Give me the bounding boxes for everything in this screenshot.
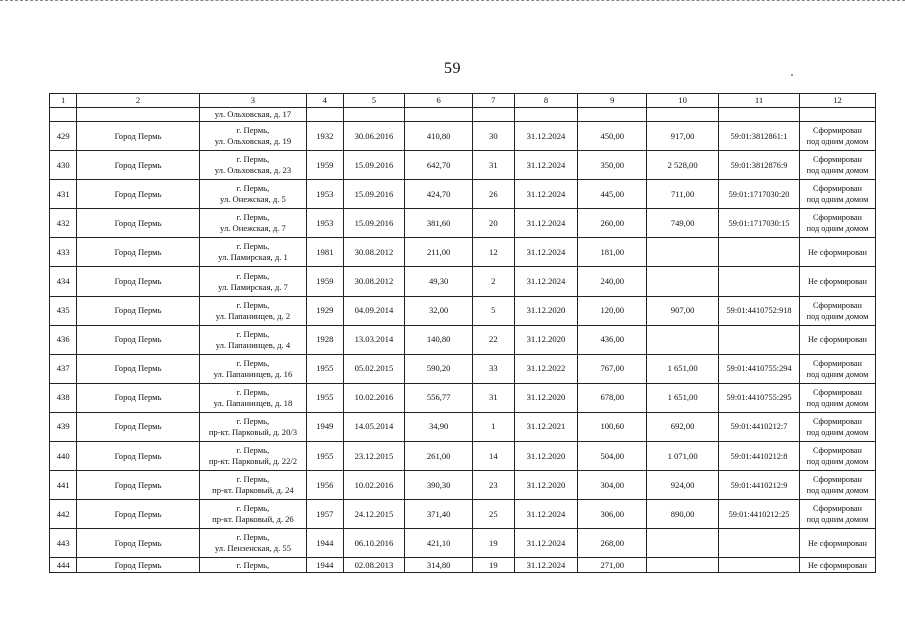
build-year: 1955	[307, 442, 343, 471]
municipality: Город Пермь	[77, 209, 199, 238]
residents-count: 30	[473, 122, 515, 151]
recognition-date: 13.03.2014	[343, 325, 405, 354]
land-plot-area: 1 071,00	[647, 442, 719, 471]
row-number: 430	[50, 151, 77, 180]
address-line-1: г. Пермь,	[236, 357, 270, 368]
address-line-1: г. Пермь,	[236, 559, 270, 570]
cadastral-number	[719, 325, 800, 354]
column-header: 10	[647, 94, 719, 108]
continuation-row	[50, 108, 876, 122]
row-number: 444	[50, 558, 77, 573]
build-year: 1944	[307, 558, 343, 573]
address-line-2: ул. Папанинцев, д. 16	[213, 368, 293, 379]
residents-count: 26	[473, 180, 515, 209]
row-number: 434	[50, 267, 77, 296]
table-row	[50, 209, 876, 238]
building-area: 381,60	[405, 209, 473, 238]
building-area: 390,30	[405, 471, 473, 500]
land-status-line-1: Сформирован	[813, 300, 862, 310]
living-area: 268,00	[578, 529, 647, 558]
land-status	[800, 558, 876, 573]
land-plot-area	[647, 529, 719, 558]
municipality: Город Пермь	[77, 296, 199, 325]
resettlement-deadline: 31.12.2024	[514, 529, 578, 558]
address-line-2: ул. Папанинцев, д. 4	[215, 339, 291, 350]
building-area: 642,70	[405, 151, 473, 180]
cadastral-number: 59:01:1717030:15	[719, 209, 800, 238]
address	[199, 180, 306, 209]
living-area: 304,00	[578, 471, 647, 500]
address-line-1: г. Пермь,	[236, 503, 270, 514]
land-status-line-2: под одним домом	[806, 137, 869, 147]
land-status-line-1: Сформирован	[813, 475, 862, 485]
residents-count: 20	[473, 209, 515, 238]
municipality: Город Пермь	[77, 529, 199, 558]
building-area: 314,80	[405, 558, 473, 573]
build-year: 1944	[307, 529, 343, 558]
land-status	[800, 471, 876, 500]
cadastral-number	[719, 558, 800, 573]
land-plot-area: 1 651,00	[647, 383, 719, 412]
table-row	[50, 238, 876, 267]
build-year: 1949	[307, 412, 343, 441]
address	[199, 267, 306, 296]
building-area: 34,90	[405, 412, 473, 441]
cell-empty	[719, 108, 800, 122]
cadastral-number: 59:01:4410212:25	[719, 500, 800, 529]
row-number: 433	[50, 238, 77, 267]
residents-count: 2	[473, 267, 515, 296]
cell-empty	[50, 108, 77, 122]
column-header: 4	[307, 94, 343, 108]
address-line-2: пр-кт. Парковый, д. 26	[212, 514, 294, 525]
address-line-1: г. Пермь,	[236, 328, 270, 339]
land-plot-area: 917,00	[647, 122, 719, 151]
table-row	[50, 325, 876, 354]
residents-count: 25	[473, 500, 515, 529]
cell-empty	[77, 108, 199, 122]
land-status	[800, 180, 876, 209]
address-line-1: г. Пермь,	[236, 183, 270, 194]
land-status	[800, 354, 876, 383]
land-status-line-1: Не сформирован	[808, 247, 867, 257]
municipality: Город Пермь	[77, 151, 199, 180]
residents-count: 31	[473, 383, 515, 412]
living-area: 678,00	[578, 383, 647, 412]
recognition-date: 30.06.2016	[343, 122, 405, 151]
address-line-1: г. Пермь,	[236, 212, 270, 223]
address	[199, 442, 306, 471]
recognition-date: 15.09.2016	[343, 180, 405, 209]
address-line-1: г. Пермь,	[236, 474, 270, 485]
land-status-line-1: Сформирован	[813, 213, 862, 223]
row-number: 443	[50, 529, 77, 558]
resettlement-deadline: 31.12.2020	[514, 383, 578, 412]
row-number: 429	[50, 122, 77, 151]
recognition-date: 15.09.2016	[343, 209, 405, 238]
column-header: 5	[343, 94, 405, 108]
land-status	[800, 442, 876, 471]
land-status-line-2: под одним домом	[806, 457, 869, 467]
living-area: 120,00	[578, 296, 647, 325]
row-number: 440	[50, 442, 77, 471]
land-plot-area: 907,00	[647, 296, 719, 325]
land-status	[800, 296, 876, 325]
recognition-date: 30.08.2012	[343, 267, 405, 296]
land-status	[800, 383, 876, 412]
table-row	[50, 180, 876, 209]
address-line-2: пр-кт. Парковый, д. 22/2	[208, 456, 298, 467]
build-year: 1932	[307, 122, 343, 151]
land-status-line-2: под одним домом	[806, 398, 869, 408]
land-status-line-1: Сформирован	[813, 155, 862, 165]
residents-count: 31	[473, 151, 515, 180]
resettlement-deadline: 31.12.2024	[514, 209, 578, 238]
land-plot-area: 749,00	[647, 209, 719, 238]
municipality: Город Пермь	[77, 325, 199, 354]
municipality: Город Пермь	[77, 238, 199, 267]
living-area: 271,00	[578, 558, 647, 573]
residents-count: 14	[473, 442, 515, 471]
resettlement-deadline: 31.12.2024	[514, 151, 578, 180]
address-line-1: г. Пермь,	[236, 415, 270, 426]
resettlement-deadline: 31.12.2024	[514, 238, 578, 267]
page-number: 59	[444, 60, 461, 77]
cadastral-number: 59:01:4410755:295	[719, 383, 800, 412]
table-row	[50, 558, 876, 573]
cadastral-number: 59:01:4410752:918	[719, 296, 800, 325]
cell-empty	[343, 108, 405, 122]
municipality: Город Пермь	[77, 412, 199, 441]
row-number: 431	[50, 180, 77, 209]
row-number: 442	[50, 500, 77, 529]
address-line-2: ул. Папанинцев, д. 2	[215, 310, 291, 321]
cadastral-number: 59:01:4410212:7	[719, 412, 800, 441]
cadastral-number	[719, 238, 800, 267]
municipality: Город Пермь	[77, 122, 199, 151]
page-top-edge	[0, 0, 905, 2]
recognition-date: 24.12.2015	[343, 500, 405, 529]
residents-count: 1	[473, 412, 515, 441]
row-number: 438	[50, 383, 77, 412]
address-line-2: ул. Пензенская, д. 55	[214, 543, 291, 554]
cadastral-number: 59:01:4410755:294	[719, 354, 800, 383]
residents-count: 33	[473, 354, 515, 383]
land-status	[800, 500, 876, 529]
living-area: 767,00	[578, 354, 647, 383]
land-status-line-2: под одним домом	[806, 427, 869, 437]
column-header: 8	[514, 94, 578, 108]
municipality: Город Пермь	[77, 383, 199, 412]
land-plot-area: 692,00	[647, 412, 719, 441]
building-area: 556,77	[405, 383, 473, 412]
residents-count: 19	[473, 558, 515, 573]
resettlement-deadline: 31.12.2021	[514, 412, 578, 441]
address	[199, 325, 306, 354]
municipality: Город Пермь	[77, 471, 199, 500]
living-area: 181,00	[578, 238, 647, 267]
cell-empty	[405, 108, 473, 122]
row-number: 432	[50, 209, 77, 238]
land-status-line-2: под одним домом	[806, 224, 869, 234]
address-line-1: г. Пермь,	[236, 386, 270, 397]
address	[199, 383, 306, 412]
cell-empty	[578, 108, 647, 122]
address-line-2: пр-кт. Парковый, д. 24	[212, 485, 294, 496]
table-row	[50, 296, 876, 325]
building-area: 590,20	[405, 354, 473, 383]
cadastral-number: 59:01:3812876:9	[719, 151, 800, 180]
land-status-line-1: Сформирован	[813, 126, 862, 136]
table-row	[50, 122, 876, 151]
recognition-date: 10.02.2016	[343, 383, 405, 412]
cadastral-number	[719, 529, 800, 558]
address-line-1: г. Пермь,	[236, 154, 270, 165]
address	[199, 122, 306, 151]
cadastral-number: 59:01:4410212:9	[719, 471, 800, 500]
address-line-2: ул. Папанинцев, д. 18	[213, 397, 293, 408]
living-area: 240,00	[578, 267, 647, 296]
table-row	[50, 529, 876, 558]
land-status-line-2: под одним домом	[806, 195, 869, 205]
land-status-line-2: под одним домом	[806, 486, 869, 496]
address	[199, 209, 306, 238]
column-header: 12	[800, 94, 876, 108]
address-line-1: г. Пермь,	[236, 270, 270, 281]
column-header: 1	[50, 94, 77, 108]
row-number: 436	[50, 325, 77, 354]
land-status-line-2: под одним домом	[806, 369, 869, 379]
cell-empty	[473, 108, 515, 122]
building-area: 421,10	[405, 529, 473, 558]
land-plot-area: 711,00	[647, 180, 719, 209]
recognition-date: 14.05.2014	[343, 412, 405, 441]
table-row	[50, 383, 876, 412]
land-status	[800, 325, 876, 354]
residents-count: 12	[473, 238, 515, 267]
build-year: 1953	[307, 180, 343, 209]
cell-empty	[514, 108, 578, 122]
address-line-2: ул. Ольховская, д. 23	[214, 165, 292, 176]
resettlement-deadline: 31.12.2020	[514, 296, 578, 325]
address-line-1: г. Пермь,	[236, 241, 270, 252]
recognition-date: 04.09.2014	[343, 296, 405, 325]
table-row	[50, 267, 876, 296]
row-number: 441	[50, 471, 77, 500]
living-area: 450,00	[578, 122, 647, 151]
land-status	[800, 209, 876, 238]
table-row	[50, 151, 876, 180]
resettlement-deadline: 31.12.2020	[514, 325, 578, 354]
resettlement-deadline: 31.12.2024	[514, 180, 578, 209]
building-area: 211,00	[405, 238, 473, 267]
table-row	[50, 442, 876, 471]
recognition-date: 15.09.2016	[343, 151, 405, 180]
address	[199, 151, 306, 180]
building-area: 371,40	[405, 500, 473, 529]
building-area: 49,30	[405, 267, 473, 296]
residents-count: 22	[473, 325, 515, 354]
resettlement-deadline: 31.12.2024	[514, 558, 578, 573]
table-row	[50, 354, 876, 383]
build-year: 1929	[307, 296, 343, 325]
living-area: 350,00	[578, 151, 647, 180]
land-status-line-2: под одним домом	[806, 311, 869, 321]
resettlement-deadline: 31.12.2024	[514, 122, 578, 151]
land-status	[800, 122, 876, 151]
address	[199, 238, 306, 267]
cadastral-number: 59:01:4410212:8	[719, 442, 800, 471]
build-year: 1959	[307, 151, 343, 180]
table-header-row	[50, 94, 876, 108]
address-line-1: г. Пермь,	[236, 299, 270, 310]
address-line-2: ул. Онежская, д. 7	[220, 223, 286, 234]
build-year: 1959	[307, 267, 343, 296]
build-year: 1981	[307, 238, 343, 267]
build-year: 1957	[307, 500, 343, 529]
recognition-date: 10.02.2016	[343, 471, 405, 500]
land-status-line-1: Не сформирован	[808, 560, 867, 570]
scan-speck	[791, 74, 793, 76]
land-plot-area: 1 651,00	[647, 354, 719, 383]
land-plot-area	[647, 558, 719, 573]
address-line-2: ул. Памирская, д. 7	[218, 281, 288, 292]
row-number: 437	[50, 354, 77, 383]
land-plot-area: 924,00	[647, 471, 719, 500]
land-status	[800, 267, 876, 296]
address	[199, 558, 306, 573]
row-number: 435	[50, 296, 77, 325]
address	[199, 471, 306, 500]
land-plot-area: 2 528,00	[647, 151, 719, 180]
resettlement-deadline: 31.12.2024	[514, 500, 578, 529]
land-status	[800, 412, 876, 441]
address-line-2: пр-кт. Парковый, д. 20/3	[208, 426, 298, 437]
living-area: 260,00	[578, 209, 647, 238]
land-status-line-1: Не сформирован	[808, 335, 867, 345]
municipality: Город Пермь	[77, 354, 199, 383]
resettlement-deadline: 31.12.2024	[514, 267, 578, 296]
municipality: Город Пермь	[77, 442, 199, 471]
living-area: 306,00	[578, 500, 647, 529]
building-area: 424,70	[405, 180, 473, 209]
build-year: 1955	[307, 354, 343, 383]
address	[199, 412, 306, 441]
address-line-1: г. Пермь,	[236, 445, 270, 456]
column-header: 6	[405, 94, 473, 108]
living-area: 100,60	[578, 412, 647, 441]
land-status-line-2: под одним домом	[806, 166, 869, 176]
living-area: 504,00	[578, 442, 647, 471]
column-header: 3	[199, 94, 306, 108]
land-status-line-1: Сформирован	[813, 504, 862, 514]
building-area: 261,00	[405, 442, 473, 471]
build-year: 1928	[307, 325, 343, 354]
land-plot-area	[647, 267, 719, 296]
address-line-1: г. Пермь,	[236, 125, 270, 136]
land-plot-area	[647, 325, 719, 354]
land-status-line-1: Сформирован	[813, 446, 862, 456]
living-area: 445,00	[578, 180, 647, 209]
column-header: 2	[77, 94, 199, 108]
residents-count: 23	[473, 471, 515, 500]
land-status-line-1: Не сформирован	[808, 538, 867, 548]
cadastral-number: 59:01:3812861:1	[719, 122, 800, 151]
land-status-line-1: Сформирован	[813, 358, 862, 368]
resettlement-deadline: 31.12.2020	[514, 442, 578, 471]
column-header: 9	[578, 94, 647, 108]
recognition-date: 06.10.2016	[343, 529, 405, 558]
column-header: 7	[473, 94, 515, 108]
cadastral-number	[719, 267, 800, 296]
land-status	[800, 151, 876, 180]
address-line-2: ул. Ольховская, д. 19	[214, 136, 292, 147]
table-row	[50, 500, 876, 529]
table-row	[50, 471, 876, 500]
cell-empty	[647, 108, 719, 122]
land-plot-area: 890,00	[647, 500, 719, 529]
residents-count: 19	[473, 529, 515, 558]
table-row	[50, 412, 876, 441]
land-status-line-1: Сформирован	[813, 184, 862, 194]
land-status-line-1: Сформирован	[813, 416, 862, 426]
land-status	[800, 238, 876, 267]
recognition-date: 23.12.2015	[343, 442, 405, 471]
land-status-line-1: Не сформирован	[808, 277, 867, 287]
recognition-date: 02.08.2013	[343, 558, 405, 573]
row-number: 439	[50, 412, 77, 441]
continuation-address: ул. Ольховская, д. 17	[199, 108, 306, 122]
address-line-1: г. Пермь,	[236, 532, 270, 543]
residents-count: 5	[473, 296, 515, 325]
address	[199, 296, 306, 325]
building-area: 140,80	[405, 325, 473, 354]
cell-empty	[800, 108, 876, 122]
address	[199, 529, 306, 558]
land-plot-area	[647, 238, 719, 267]
resettlement-deadline: 31.12.2022	[514, 354, 578, 383]
municipality: Город Пермь	[77, 180, 199, 209]
address-line-2: ул. Онежская, д. 5	[220, 194, 286, 205]
land-status-line-1: Сформирован	[813, 387, 862, 397]
address	[199, 354, 306, 383]
build-year: 1956	[307, 471, 343, 500]
cell-empty	[307, 108, 343, 122]
build-year: 1953	[307, 209, 343, 238]
address-line-2: ул. Памирская, д. 1	[218, 252, 288, 263]
building-area: 410,80	[405, 122, 473, 151]
land-status-line-2: под одним домом	[806, 515, 869, 525]
municipality: Город Пермь	[77, 500, 199, 529]
living-area: 436,00	[578, 325, 647, 354]
land-status	[800, 529, 876, 558]
column-header: 11	[719, 94, 800, 108]
build-year: 1955	[307, 383, 343, 412]
building-area: 32,00	[405, 296, 473, 325]
cadastral-number: 59:01:1717030:20	[719, 180, 800, 209]
address	[199, 500, 306, 529]
housing-registry-table	[49, 93, 876, 573]
municipality: Город Пермь	[77, 267, 199, 296]
resettlement-deadline: 31.12.2020	[514, 471, 578, 500]
recognition-date: 05.02.2015	[343, 354, 405, 383]
recognition-date: 30.08.2012	[343, 238, 405, 267]
municipality: Город Пермь	[77, 558, 199, 573]
